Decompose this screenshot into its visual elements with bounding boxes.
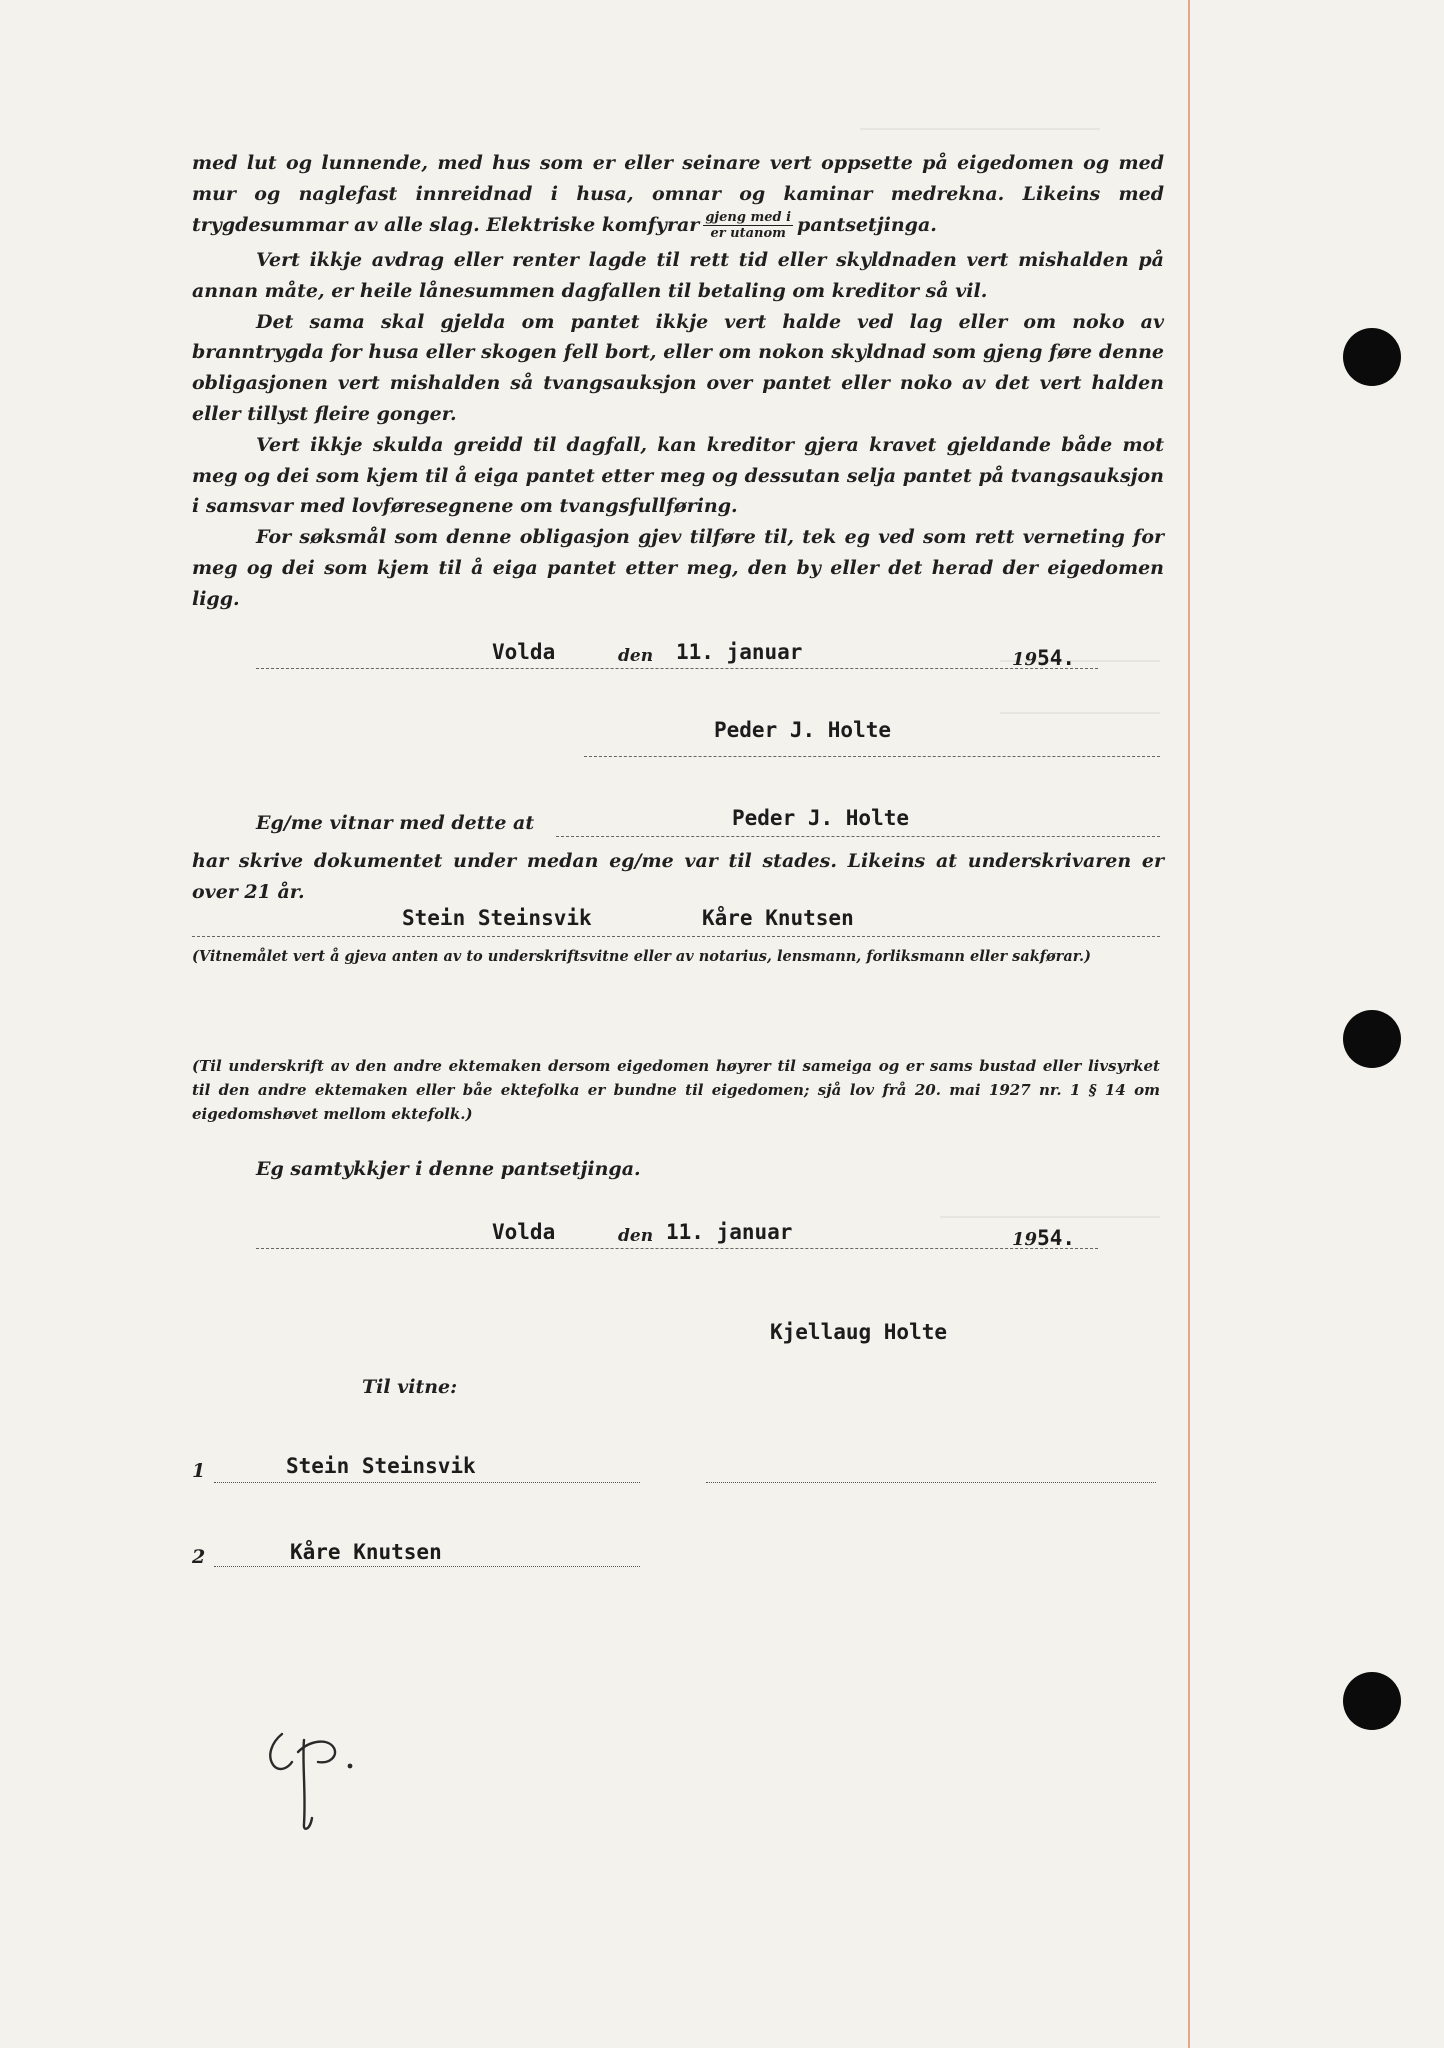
signature-borrower: Peder J. Holte: [714, 718, 892, 742]
year-suffix: 54.: [1037, 1226, 1075, 1250]
stove-fraction-choice: [703, 210, 793, 241]
date-2-year: [1012, 1226, 1075, 1250]
paragraph-property-clause: [192, 148, 1164, 241]
witness-statement-name: Peder J. Holte: [732, 806, 910, 830]
date-line-1: [256, 668, 1098, 669]
witness-name-1: Stein Steinsvik: [286, 1454, 476, 1478]
witness-name-2: Kåre Knutsen: [290, 1540, 442, 1564]
paragraph-venue-clause: For søksmål som denne obligasjon gjev tilføre til, tek eg ved som rett verneting for meg og dei som kjem til å eiga pantet etter meg, den by eller det herad der eigedomen ligg.: [192, 526, 1164, 610]
signature-spouse: Kjellaug Holte: [770, 1320, 948, 1344]
witness-statement-line: [556, 836, 1160, 837]
consent-statement: Eg samtykkjer i denne pantsetjinga.: [256, 1158, 641, 1180]
bleed-through-mark: [1000, 712, 1160, 714]
main-text-block: [192, 148, 1164, 615]
year-prefix: 19: [1012, 649, 1038, 670]
date-2-day-month: 11. januar: [666, 1220, 793, 1244]
date-line-2: [256, 1248, 1098, 1249]
bleed-through-mark: [860, 128, 1100, 130]
witness-1-signature: Stein Steinsvik: [402, 906, 592, 930]
paragraph-text: pantsetjinga.: [797, 213, 937, 236]
date-1-year: [1012, 646, 1075, 670]
fraction-denominator: er utanom: [710, 226, 786, 242]
spouse-consent-note: (Til underskrift av den andre ektemaken dersom eigedomen høyrer til sameiga og er sams bustad eller livsyrket til den andre ektemaken eller båe ektefolka er bundne til eigedomen; sjå lov frå 20. mai 1927 nr. 1 § 14 om eigedomshøvet mellom ektefolk.): [192, 1057, 1160, 1123]
punch-hole-top: [1343, 328, 1401, 386]
bleed-through-mark: [940, 1216, 1160, 1218]
signature-line-1: [584, 756, 1160, 757]
witness-number-2: 2: [192, 1546, 206, 1568]
witness-statement-lead: Eg/me vitnar med dette at: [256, 812, 535, 834]
year-suffix: 54.: [1037, 646, 1075, 670]
paragraph-collection-clause: Vert ikkje skulda greidd til dagfall, kan kreditor gjera kravet gjeldande både mot meg og dei som kjem til å eiga pantet etter meg og dessutan selja pantet på tvangsauksjon i samsvar med lovføresegnene om tvangsfullføring.: [192, 433, 1164, 518]
witness-line-1-right: [706, 1482, 1156, 1483]
witnesses-signature-line: [192, 936, 1160, 937]
witness-number-1: 1: [192, 1460, 206, 1482]
red-margin-line: [1188, 0, 1190, 2048]
paragraph-default-clause: Vert ikkje avdrag eller renter lagde til rett tid eller skyldnaden vert mishalden på annan måte, er heile lånesummen dagfallen til betaling om kreditor så vil.: [192, 249, 1164, 302]
punch-hole-middle: [1343, 1010, 1401, 1068]
til-vitne-label: Til vitne:: [362, 1376, 458, 1398]
witness-2-signature: Kåre Knutsen: [702, 906, 854, 930]
date-1-place: Volda: [492, 640, 556, 664]
witness-line-2: [214, 1566, 640, 1567]
date-1-den: den: [618, 646, 654, 666]
fraction-numerator: gjeng med i: [705, 210, 792, 226]
date-2-place: Volda: [492, 1220, 556, 1244]
punch-hole-bottom: [1343, 1672, 1401, 1730]
witness-note: (Vitnemålet vert å gjeva anten av to underskriftsvitne eller av notarius, lensmann, forliksmann eller sakførar.): [192, 948, 1091, 965]
date-1-day-month: 11. januar: [676, 640, 803, 664]
handwritten-initials-mark: [252, 1722, 382, 1842]
witness-line-1: [214, 1482, 640, 1483]
year-prefix: 19: [1012, 1229, 1038, 1250]
paragraph-insurance-clause: Det sama skal gjelda om pantet ikkje vert halde ved lag eller om noko av branntrygda for husa eller skogen fell bort, eller om nokon skyldnad som gjeng føre denne obligasjonen vert mishalden så tvangsauksjon over pantet eller noko av det vert halden eller tillyst fleire gonger.: [192, 310, 1164, 426]
date-2-den: den: [618, 1226, 654, 1246]
witness-statement-rest: har skrive dokumentet under medan eg/me var til stades. Likeins at underskrivaren er over 21 år.: [192, 850, 1164, 903]
paragraph-text: med lut og lunnende, med hus som er eller seinare vert oppsette på eigedomen og med mur og naglefast innreidnad i husa, omnar og kaminar medrekna. Likeins med trygdesummar av alle slag. Elektriske komfyrar: [192, 152, 1164, 236]
